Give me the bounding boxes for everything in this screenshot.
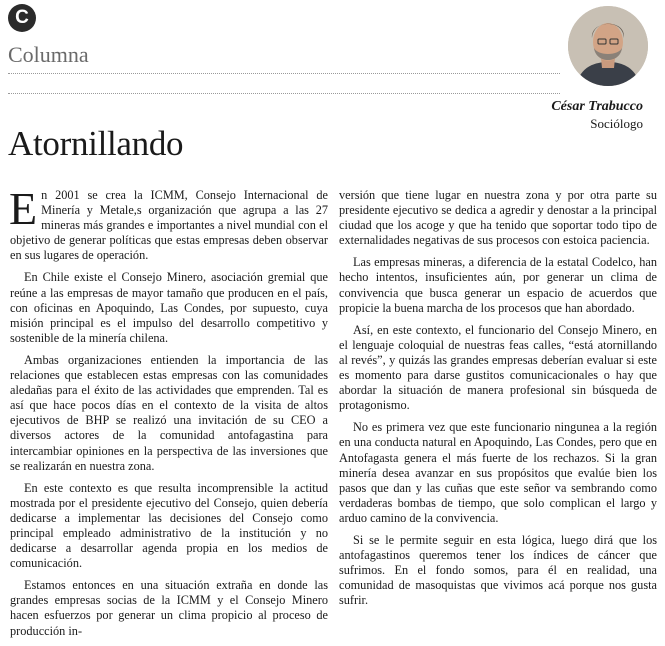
author-photo <box>568 6 648 86</box>
article-title: Atornillando <box>8 124 184 163</box>
paragraph: En Chile existe el Consejo Minero, asociación gremial que reúne a las empresas de mayor tamaño que producen en el país, con oficinas en Apoquindo, Las Condes, por supuesto, cuya misión principal es el impulso del desarrollo competitivo y sostenible de la minería chilena. <box>10 270 328 345</box>
divider-top <box>8 73 560 74</box>
paragraph: Las empresas mineras, a diferencia de la estatal Codelco, han hecho intentos, insuficientes aún, por generar un clima de convivencia que busca generar un espacio de acuerdos que propicie la buena marcha de los procesos que han abordado. <box>339 255 657 315</box>
paragraph: En 2001 se crea la ICMM, Consejo Internacional de Minería y Metale,s organización que agrupa a las 27 mineras más grandes e importantes a nivel mundial con el objetivo de generar políticas que estas empresas deben observar en sus lugares de operación. <box>9 183 328 263</box>
author-role: Sociólogo <box>590 116 643 131</box>
byline <box>551 98 643 132</box>
paragraph: Así, en este contexto, el funcionario del Consejo Minero, en el lenguaje coloquial de nuestras feas calles, “está atornillando al revés”, y quizás las grandes empresas deberían evaluar si este es momento para darse gustitos comunicacionales o hay que abordar la situación de manera profesional sin búsqueda de protagonismo. <box>339 322 657 413</box>
paragraph: Estamos entonces en una situación extraña en donde las grandes empresas socias de la ICMM y el Consejo Minero hacen esfuerzos por generar un clima propicio al proceso de producción in- <box>10 578 328 638</box>
paragraph: No es primera vez que este funcionario ningunea a la región en una conducta natural en Apoquindo, Las Condes, pero que en Antofagasta genera el más fuerte de los rechazos. Si la gran minería desea avanzar en sus propósitos que evalúe bien los pasos que dan y las cuñas que este señor va sembrando como verdaderas bombas de tiempo, que solo complican el largo y arduo camino de la convivencia. <box>339 420 657 525</box>
article-column-left <box>9 183 328 646</box>
column-badge: C <box>8 4 36 32</box>
author-name: César Trabucco <box>551 99 643 114</box>
paragraph: En este contexto es que resulta incomprensible la actitud mostrada por el presidente ejecutivo del Consejo, quien debería dedicarse a implementar las decisiones del Consejo como principal empleado administrativo de la institución y no dedicarse a desarrollar agenda propia en los medios de comunicación. <box>10 480 328 571</box>
paragraph: versión que tiene lugar en nuestra zona y por otra parte su presidente ejecutivo se dedica a agredir y denostar a la principal ciudad que los acoge y que ha tenido que soportar todo tipo de externalidades negativas de sus procesos con estoica paciencia. <box>339 188 657 248</box>
paragraph: Si se le permite seguir en esta lógica, luego dirá que los antofagastinos queremos tener los índices de cáncer que sufrimos. En el fondo somos, para él en realidad, una comunidad de masoquistas que vivimos acá porque nos gusta sufrir. <box>339 532 657 608</box>
divider-bottom <box>8 93 560 94</box>
section-label: Columna <box>8 42 89 67</box>
drop-cap: E <box>9 183 38 234</box>
paragraph: Ambas organizaciones entienden la importancia de las relaciones que establecen estas empresas con las comunidades aledañas para el éxito de las actividades que emprenden. Tal es así que hace pocos días en el contexto de la visita de altos ejecutivos de BHP se realizó una invitación de su CEO a diversos actores de la comunidad antofagastina para intercambiar opiniones en la perspectiva de las inversiones que se realizarán en nuestra zona. <box>10 352 328 473</box>
article-column-right <box>339 188 657 615</box>
